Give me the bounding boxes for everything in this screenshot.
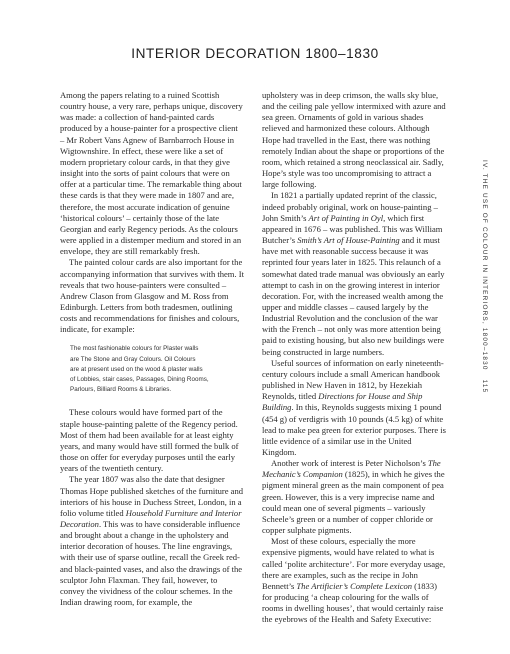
paragraph: upholstery was in deep crimson, the walls sky blue, and the ceiling pale yellow intermixed with azure and sea green. Ornaments of gold in various shades relieved and harmonized these colours. Although Hope had travelled in the East, there was nothing remotely Indian about the shape or proportions of the room, which retained a strong neoclassical air. Sadly, Hope’s style was too uncompromising to attract a large following. (262, 90, 446, 190)
text-run: . This was to have considerable influence and brought about a change in the upholstery and interior decoration of houses. The line engravings, with their use of sparse outline, recall the Greek red- and black-painted vases, and also the drawings of the sculptor John Flaxman. They fail, however, to convey the vividness of the colour schemes. In the Indian drawing room, for example, the (60, 519, 243, 608)
text-run: and it must have met with reasonable success because it was reprinted four years later in 1825. This relaunch of a somewhat dated trade manual was obviously an early attempt to cash in on the growing interest in interior decoration. For, with the increased wealth among the upper and middle classes – caused largely by the Industrial Revolution and the conclusion of the war with the French – not only was more attention being paid to existing housing, but also new buildings were being constructed in large numbers. (262, 235, 445, 357)
paragraph: The painted colour cards are also important for the accompanying information that survives with them. It reveals that two house-painters were consulted – Andrew Clason from Glasgow and M. Ross from Edinburgh. Letters from both tradesmen, outlining costs and recommendations for finishes and colours, indicate, for example: (60, 257, 244, 335)
book-title-italic: The Artificier’s Complete Lexicon (296, 580, 413, 591)
paragraph (60, 474, 244, 608)
quote-line: The most fashionable colours for Plaster walls (70, 345, 199, 353)
text-run: , which first appeared in 1676 – was published. This was William Butcher’s (262, 212, 443, 246)
paragraph (262, 190, 448, 357)
right-column (262, 90, 448, 626)
quote-line: are at present used on the wood & plaster walls (70, 365, 203, 373)
block-quote (70, 344, 244, 395)
page-number: 115 (481, 379, 488, 394)
text-run: In 1821 a partially updated reprint of the classic, indeed probably original, work on house-painting – John Smith’s (262, 190, 438, 223)
text-run: The year 1807 was also the date that designer Thomas Hope published sketches of the furniture and interiors of his house in Duchess Street, London, in a folio volume titled (60, 474, 243, 518)
book-title-italic: Directions for House and Ship Building (262, 391, 423, 413)
quote-line: are The Stone and Gray Colours. Oil Colours (70, 355, 196, 363)
text-run: . In this, Reynolds suggests mixing 1 pound (454 g) of verdigris with 10 pounds (4.5 kg) of white lead to make pea green for exterior purposes. There is little evidence of a similar use in the United Kingdom. (262, 402, 446, 457)
quote-line: Parlours, Billiard Rooms & Libraries. (70, 386, 172, 394)
text-run: (1833) for producing ‘a cheap colouring for the walls of rooms in dwelling houses’, that would certainly raise the eyebrows of the Health and Safety Executive: (262, 580, 444, 625)
text-run: (1825), in which he gives the pigment mineral green as the main component of pea green. However, this is a very imprecise name and could mean one of several pigments – variously Scheele’s green or a number of copper chloride or copper sulphate pigments. (262, 469, 445, 536)
paragraph: These colours would have formed part of the staple house-painting palette of the Regency period. Most of them had been available for at least eighty years, and many would have still formed the bulk of those on offer for everyday purposes until the early years of the twentieth century. (60, 407, 239, 474)
text-run: Useful sources of information on early nineteenth-century colours include a small American handbook published in New Haven in 1812, by Hezekiah Reynolds, titled (262, 357, 444, 402)
paragraph (262, 458, 448, 536)
running-head (481, 160, 488, 393)
book-title-italic: Art of Painting in Oyl (308, 212, 384, 223)
book-title-italic: Household Furniture and Interior Decoration (60, 507, 242, 530)
paragraph: Among the papers relating to a ruined Scottish country house, a very rare, perhaps unique, discovery was made: a collection of hand-painted cards produced by a house-painter for a prospective client – Mr Robert Vans Agnew of Barnbarroch House in Wigtownshire. In effect, these were like a set of modern proprietary colour cards, in that they give insight into the sorts of paint colours that were on offer at a particular time. The remarkable thing about these cards is that they were made in 1807 and are, therefore, the most accurate indication of genuine ‘historical colours’ – certainly those of the late Georgian and early Regency periods. As the colours were applied in a distemper medium and stored in an envelope, they are still remarkably fresh. (60, 90, 243, 257)
paragraph (262, 536, 448, 625)
paragraph (262, 358, 448, 458)
text-run: Most of these colours, especially the more expensive pigments, would have related to what is called ‘polite architecture’. For more everyday usage, there are examples, such as the recipe in John Bennett’s (262, 536, 446, 591)
text-run: Another work of interest is Peter Nicholson’s (271, 458, 428, 469)
book-title-italic: Smith’s Art of House-Painting (297, 235, 400, 246)
quote-line: of Lobbies, stair cases, Passages, Dining Rooms, (70, 376, 209, 384)
page-title: INTERIOR DECORATION 1800–1830 (131, 46, 379, 61)
book-title-italic: The Mechanic’s Companion (262, 458, 441, 480)
left-column (60, 90, 244, 608)
running-head-text: IV. THE USE OF COLOUR IN INTERIORS, 1800–1830 (481, 160, 488, 371)
